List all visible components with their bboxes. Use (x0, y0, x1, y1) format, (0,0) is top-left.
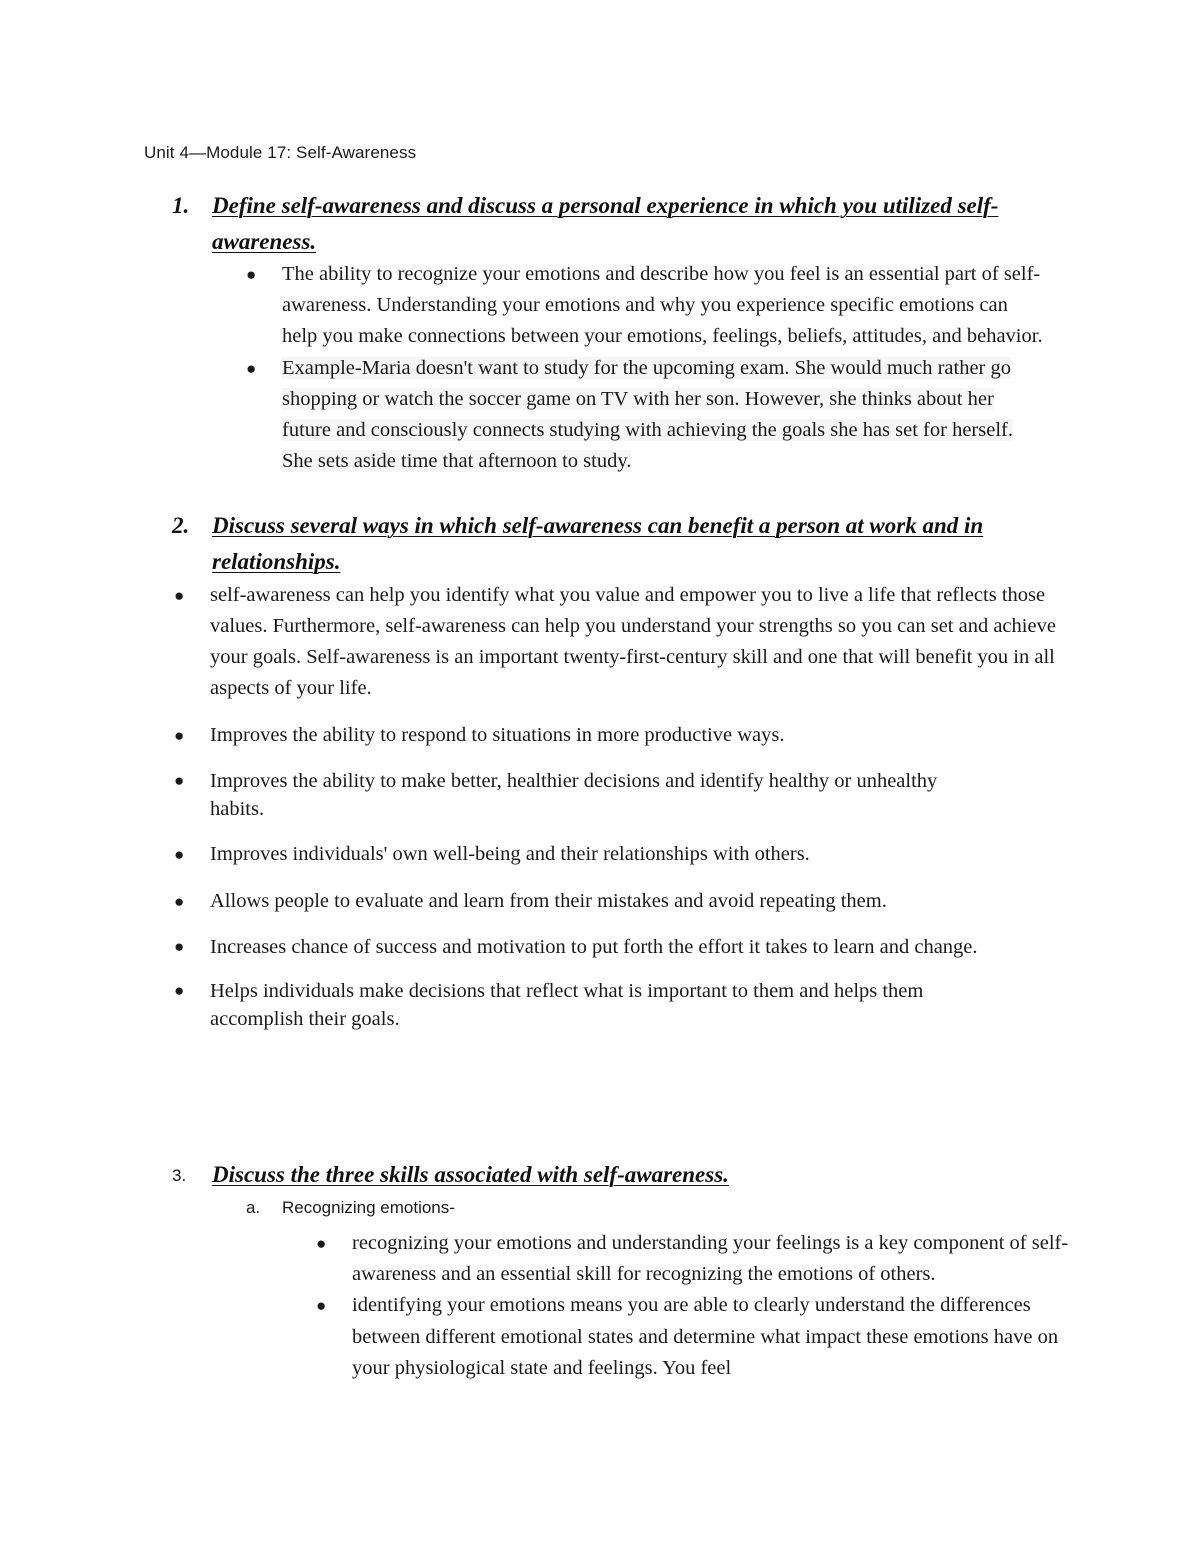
bullet-icon: ● (316, 1234, 327, 1253)
list-item (314, 1228, 1074, 1290)
list-item-text: recognizing your emotions and understanding your feelings is a key component of self-awareness and an essential skill for recognizing the emotions of others. (352, 1232, 1069, 1286)
question-2-answer-list (172, 580, 1072, 1049)
list-item-text: Helps individuals make decisions that reflect what is important to them and helps them accomplish their goals. (210, 980, 924, 1030)
question-2 (172, 508, 1072, 580)
list-item (172, 580, 1072, 704)
question-2-text: Discuss several ways in which self-awareness can benefit a person at work and in relationships. (212, 513, 984, 574)
bullet-icon: ● (174, 726, 185, 745)
list-item (172, 933, 1072, 961)
sub-item-a-label: Recognizing emotions- (282, 1198, 455, 1217)
question-1-text: Define self-awareness and discuss a personal experience in which you utilized self-awareness. (212, 193, 999, 254)
sub-item-a-list (314, 1228, 1074, 1384)
question-3-text-wrapper (212, 1157, 1072, 1193)
sub-item-a-letter: a. (246, 1198, 261, 1217)
list-item-text: The ability to recognize your emotions and describe how you feel is an essential part of self-awareness. Understanding your emotions and why you experience specific emotions can help you make connections between your emotions, feelings, beliefs, attitudes, and behavior. (282, 263, 1043, 348)
question-3-text-tail: . (723, 1162, 729, 1187)
list-item-text: identifying your emotions means you are able to clearly understand the differences between different emotional states and determine what impact these emotions have on your physiological state and feelings. You feel (352, 1294, 1059, 1379)
bullet-icon: ● (174, 771, 185, 790)
list-item-text: Improves the ability to respond to situations in more productive ways. (210, 724, 785, 746)
list-item-text: Increases chance of success and motivation to put forth the effort it takes to learn and change. (210, 936, 978, 958)
sub-item-a (246, 1198, 455, 1218)
question-3 (172, 1157, 1072, 1193)
question-1-answer-list (244, 259, 1044, 477)
list-item-text: Example-Maria doesn't want to study for the upcoming exam. She would much rather go shopping or watch the soccer game on TV with her son. However, she thinks about her future and consciously connects studying with achieving the goals she has set for herself. She sets aside time that afternoon to study. (282, 356, 1013, 473)
list-item-text: Allows people to evaluate and learn from their mistakes and avoid repeating them. (210, 890, 887, 912)
question-1-number: 1. (172, 193, 190, 218)
list-item (314, 1290, 1074, 1384)
bullet-icon: ● (174, 892, 185, 911)
question-1 (172, 188, 1072, 260)
bullet-icon: ● (246, 358, 257, 378)
list-item (172, 886, 1072, 917)
list-item (172, 977, 1072, 1033)
bullet-icon: ● (246, 265, 257, 284)
page-title: Unit 4—Module 17: Self-Awareness (144, 143, 417, 162)
list-item (172, 720, 1072, 751)
list-item (244, 259, 1044, 353)
bullet-icon: ● (316, 1296, 327, 1316)
bullet-icon: ● (174, 937, 185, 956)
list-item (244, 353, 1044, 478)
question-3-text: Discuss the three skills associated with self-awareness (212, 1162, 724, 1187)
question-2-number: 2. (172, 513, 190, 538)
list-item (172, 767, 1072, 823)
list-item-text: self-awareness can help you identify what you value and empower you to live a life that reflects those values. Furthermore, self-awareness can help you understand your strengths so you can set and achieve your goals. Self-awareness is an important twenty-first-century skill and one that will benefit you in all aspects of your life. (210, 584, 1056, 699)
list-item-text: Improves individuals' own well-being and their relationships with others. (210, 843, 810, 865)
list-item-text: Improves the ability to make better, healthier decisions and identify healthy or unhealthy habits. (210, 770, 938, 820)
question-3-number: 3. (172, 1166, 187, 1185)
bullet-icon: ● (174, 845, 185, 864)
list-item (172, 839, 1072, 870)
bullet-icon: ● (174, 586, 185, 605)
bullet-icon: ● (174, 981, 185, 1000)
